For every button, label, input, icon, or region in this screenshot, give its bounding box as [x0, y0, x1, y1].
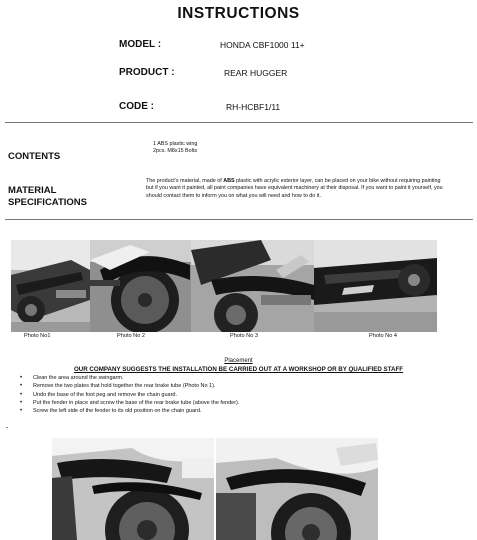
photo-4-caption: Photo No 4: [369, 333, 397, 339]
stray-mark: [6, 427, 8, 428]
photo-2-image: [90, 240, 191, 332]
photo-3: [191, 240, 314, 332]
photo-1-caption: Photo No1: [24, 333, 51, 339]
material-text-after: plastic with acrylic exterior layer, can be placed on your bike without requiring painting but if you want it painted, all paint companies have equivalent machinery at their disposal. If you want to paint it yourself, you should contact them to inform you on what you will need and how to do it.: [146, 178, 443, 199]
list-item: • Put the fender in place and screw the base of the rear brake tube (above the fender).: [20, 399, 239, 407]
list-item: • Screw the left side of the fender to its old position on the chain guard.: [20, 407, 239, 415]
photo-2-caption: Photo No 2: [117, 333, 145, 339]
photo-5-image: [52, 438, 214, 540]
photo-6: [216, 438, 378, 540]
photo-4-image: [314, 240, 437, 332]
contents-list: [153, 141, 197, 155]
product-label: PRODUCT :: [119, 67, 175, 78]
page-title: INSTRUCTIONS: [177, 5, 300, 22]
list-item: • Clean the area around the swingarm.: [20, 374, 239, 382]
product-value: REAR HUGGER: [224, 68, 288, 78]
section-divider-bottom: [5, 219, 473, 220]
list-item: • Remove the two plates that hold together the rear brake tube (Photo No 1).: [20, 382, 239, 390]
model-label: MODEL :: [119, 39, 162, 50]
material-label: [8, 185, 87, 209]
photo-5: [52, 438, 214, 540]
code-value: RH-HCBF1/11: [226, 102, 281, 112]
placement-title: Placement: [224, 358, 253, 364]
material-description: [146, 178, 446, 200]
material-text-bold: ABS: [223, 178, 235, 184]
placement-steps: [20, 374, 239, 415]
photo-4: [314, 240, 437, 332]
section-divider-top: [5, 122, 473, 123]
photo-1-image: [11, 240, 90, 332]
placement-warning: OUR COMPANY SUGGESTS THE INSTALLATION BE CARRIED OUT AT A WORKSHOP OR BY QUALIFIED STAFF: [73, 366, 404, 373]
photo-3-image: [191, 240, 314, 332]
material-label-line1: MATERIAL: [8, 185, 57, 196]
code-label: CODE :: [119, 101, 154, 112]
photo-6-image: [216, 438, 378, 540]
photo-3-caption: Photo No 3: [230, 333, 258, 339]
contents-item: 2pcs. M8x15 Bolts: [153, 148, 198, 154]
material-label-line2: SPECIFICATIONS: [8, 197, 87, 208]
contents-label: CONTENTS: [8, 151, 61, 162]
photo-2: [90, 240, 191, 332]
model-value: HONDA CBF1000 11+: [220, 40, 305, 50]
contents-item: 1 ABS plastic wing: [153, 141, 198, 147]
list-item: • Undo the base of the foot peg and remove the chain guard.: [20, 391, 239, 399]
photo-1: [11, 240, 90, 332]
material-text-before: The product’s material, made of: [146, 178, 224, 184]
